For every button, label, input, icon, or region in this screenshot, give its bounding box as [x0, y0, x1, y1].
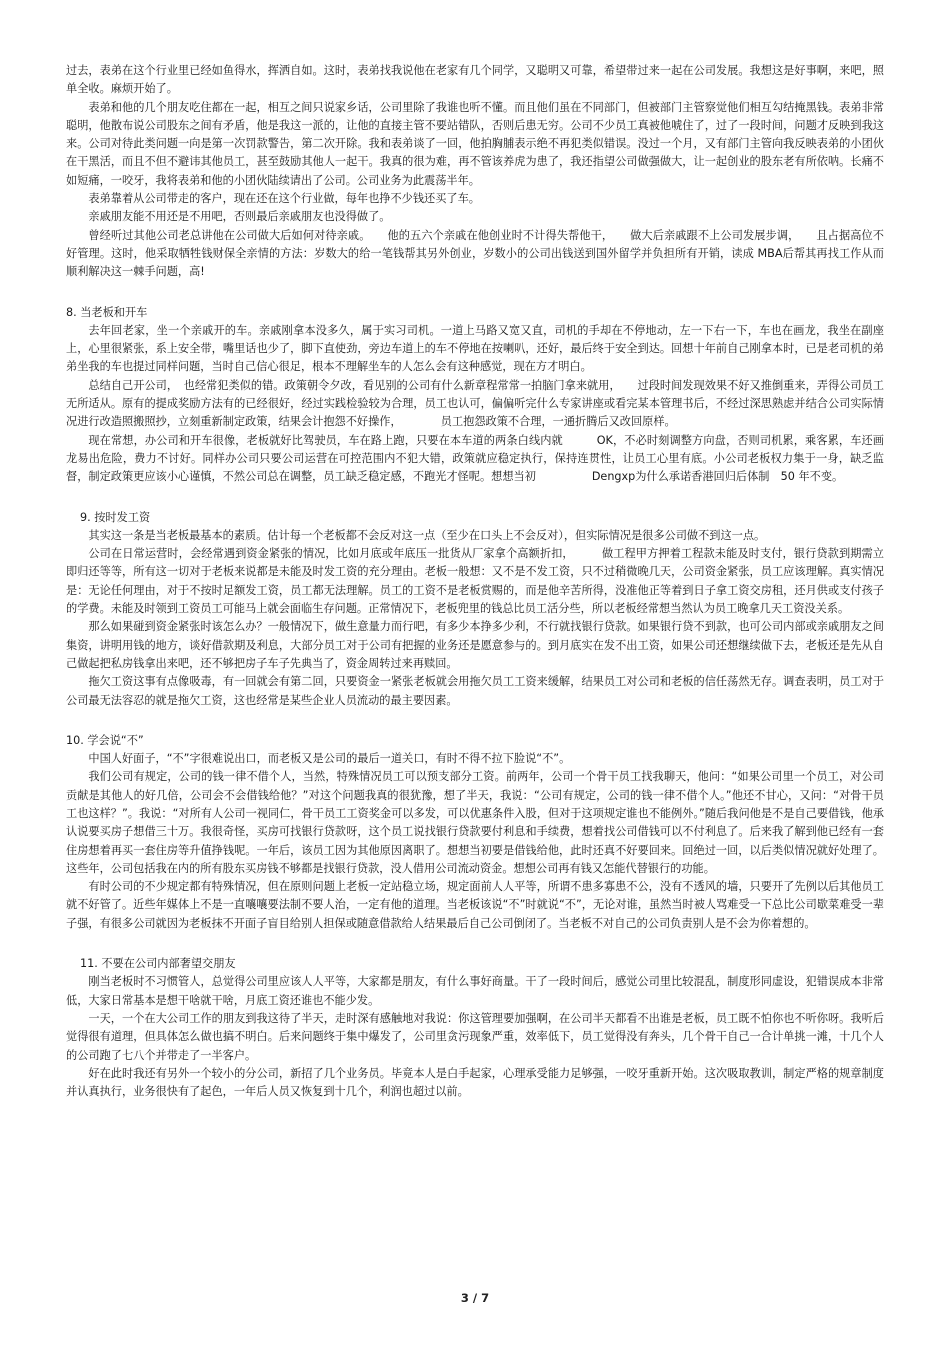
page-number: 3 / 7 — [460, 1291, 490, 1305]
section-gap — [66, 282, 884, 304]
paragraph: 我们公司有规定，公司的钱一律不借个人，当然，特殊情况员工可以预支部分工资。前两年，公司一个骨干员工找我聊天，他问：“如果公司里一个员工，对公司贡献是其他人的好几倍，公司会不会借钱给他？”对这个问题我真的很犹豫，想了半天，我说：“公司有规定，公司的钱一律不借个人。”他还不甘心，又问：“对骨干员工也这样？”。我说：“对所有人公司一视同仁，骨干员工工资奖金可以多发，可以优惠条件入股，但对于这项规定谁也不能例外。”随后我问他是不是自己要借钱，他承认说要买房子想借三十万。我很奇怪，买房可找银行贷款呀，这个员工说找银行贷款要付利息和手续费，想着找公司借钱可以不付利息了。后来我了解到他已经有一套住房想着再买一套住房等升值挣钱呢。一年后，该员工因为其他原因离职了。想想当初要是借钱给他，此时还真不好要回来。回绝过一回，以后类似情况就好处理了。这些年，公司包括我在内的所有股东买房钱不够都是找银行贷款，没人借用公司流动资金。想想公司再有钱又怎能代替银行的功能。 — [66, 770, 884, 875]
paragraph: 总结自己开公司， 也经常犯类似的错。政策朝令夕改，看见别的公司有什么新章程常常一拍脑门拿来就用， 过段时间发现效果不好又推倒重来，弄得公司员工无所适从。原有的提成奖励方法有的已经很好，经过实践检验较为合理，员工也认可，偏偏听完什么专家讲座或看完某本管理书后，不经过深思熟虑并结合公司实际情况进行改造照搬照抄，立刻重新制定政策，结果会计抱怨不好操作， 员工抱怨政策不合理，一通折腾后又改回原样。 — [66, 378, 884, 429]
paragraph: 现在常想，办公司和开车很像，老板就好比驾驶员，车在路上跑，只要在本车道的两条白线内就 OK，不必时刻调整方向盘，否则司机累，乘客累，车还画龙易出危险，费力不讨好。同样办公司只要公司运营在可控范围内不犯大错，政策就应稳定执行，保持连贯性，让员工心里有底。小公司老板权力集于一身，缺乏监督，制定政策更应该小心谨慎，不然公司总在调整，员工缺乏稳定感，不跑光才怪呢。想想当初 Dengxp为什么承诺香港回归后体制 50 年不变。 — [66, 433, 884, 484]
document-page — [66, 62, 884, 1101]
paragraph: 曾经听过其他公司老总讲他在公司做大后如何对待亲戚。 他的五六个亲戚在他创业时不计得失帮他干， 做大后亲戚跟不上公司发展步调， 且占据高位不好管理。这时，他采取牺牲钱财保全亲情的方法：岁数大的给一笔钱帮其另外创业，岁数小的公司出钱送到国外留学并负担所有开销，读成 MBA后帮其再找工作从而顺利解决这一棘手问题，高! — [66, 228, 884, 279]
paragraph: 其实这一条是当老板最基本的素质。估计每一个老板都不会反对这一点（至少在口头上不会反对），但实际情况是很多公司做不到这一点。 — [88, 528, 766, 542]
paragraph: 好在此时我还有另外一个较小的分公司，新招了几个业务员。毕竟本人是白手起家，心理承受能力足够强，一咬牙重新开始。这次吸取教训，制定严格的规章制度并认真执行，业务很快有了起色，一年后人员又恢复到十几个，利润也超过以前。 — [66, 1066, 884, 1099]
section-gap — [66, 487, 884, 509]
paragraph: 刚当老板时不习惯管人，总觉得公司里应该人人平等，大家都是朋友，有什么事好商量。干了一段时间后，感觉公司里比较混乱，制度形同虚设，犯错误成本非常低，大家日常基本是想干啥就干啥，月底工资还谁也不能少发。 — [66, 975, 884, 1007]
paragraph: 亲戚朋友能不用还是不用吧，否则最后亲戚朋友也没得做了。 — [88, 210, 391, 224]
paragraph: 那么如果碰到资金紧张时该怎么办？一般情况下，做生意量力而行吧，有多少本挣多少利，不行就找银行贷款。如果银行贷不到款，也可公司内部或亲戚朋友之间集资，讲明用钱的地方，谈好借款期及利息，大部分员工对于公司有把握的业务还是愿意参与的。到月底实在发不出工资，如果公司还想继续做下去，老板还是先从自己做起把私房钱拿出来吧，还不够把房子车子先典当了，资金周转过来再赎回。 — [66, 620, 884, 670]
paragraph: 公司在日常运营时，会经常遇到资金紧张的情况，比如月底或年底压一批货从厂家拿个高额折扣， 做工程甲方押着工程款未能及时支付，银行贷款到期需立即归还等等，所有这一切对于老板来说都是未能及时发工资的充分理由。老板一般想：又不是不发工资，只不过稍微晚几天，公司资金紧张，员工应该理解。真实情况是：无论任何理由，对于不按时足额发工资，员工都无法理解。员工的工资不是老板赏赐的，而是他辛苦所得，没准他正等着到日子拿工资交房租，还月供或支付孩子的学费。未能及时领到工资员工可能马上就会面临生存问题。正常情况下，老板兜里的钱总比员工活分些，所以老板经常想当然认为员工晚拿几天工资没关系。 — [66, 547, 884, 616]
section-heading-8: 8. 当老板和开车 — [66, 305, 148, 319]
section-heading-10: 10. 学会说“不” — [66, 733, 144, 747]
section-gap — [66, 710, 884, 732]
section-gap — [66, 933, 884, 955]
paragraph: 表弟靠着从公司带走的客户，现在还在这个行业做，每年也挣不少钱还买了车。 — [88, 192, 480, 206]
paragraph: 去年回老家，坐一个亲戚开的车。亲戚刚拿本没多久，属于实习司机。一道上马路又宽又直，司机的手却在不停地动，左一下右一下，车也在画龙，我坐在副座上，心里很紧张，系上安全带，嘴里话也少了，脚下直使劲，旁边车道上的车不停地在按喇叭，还好，最后终于安全到达。回想十年前自己刚拿本时，已是老司机的弟弟坐我的车也提过同样问题，当时自己信心很足，根本不理解坐车的人怎么会有这种感觉，现在方才明白。 — [66, 323, 884, 374]
paragraph: 过去，表弟在这个行业里已经如鱼得水，挥洒自如。这时，表弟找我说他在老家有几个同学，又聪明又可靠，希望带过来一起在公司发展。我想这是好事啊，来吧，照单全收。麻烦开始了。 — [66, 64, 884, 96]
paragraph: 有时公司的不少规定都有特殊情况，但在原则问题上老板一定站稳立场，规定面前人人平等，所谓不患多寡患不公，没有不透风的墙，只要开了先例以后其他员工就不好管了。近些年媒体上不是一直嚷嚷要法制不要人治，一定有他的道理。当老板该说“不”时就说“不”，无论对谁，虽然当时被人骂难受一下总比公司歇菜难受一辈子强，有很多公司就因为老板抹不开面子盲目给别人担保或随意借款给人结果最后自己公司倒闭了。当老板不对自己的公司负责别人是不会为你着想的。 — [66, 880, 884, 930]
section-heading-11: 11. 不要在公司内部奢望交朋友 — [80, 957, 236, 971]
paragraph: 表弟和他的几个朋友吃住都在一起，相互之间只说家乡话，公司里除了我谁也听不懂。而且他们虽在不同部门，但被部门主管察觉他们相互勾结掩黑钱。表弟非常聪明，他散布说公司股东之间有矛盾，他是我这一派的，让他的直接主管不要站错队，否则后患无穷。公司不少员工真被他唬住了，过了一段时间，问题才反映到我这来。公司对待此类问题一向是第一次罚款警告，第二次开除。我和表弟谈了一回，他拍胸脯表示绝不再犯类似错误。没过一个月，又有部门主管向我反映表弟的小团伙在干黑活，而且不但不避讳其他员工，甚至鼓励其他人一起干。我真的很为难，再不管该养虎为患了，我还指望公司做强做大，让一起创业的股东老有所依呐。长痛不如短痛，一咬牙，我将表弟和他的小团伙陆续请出了公司。公司业务为此震荡半年。 — [66, 100, 884, 187]
paragraph: 一天，一个在大公司工作的朋友到我这待了半天，走时深有感触地对我说：你这管理要加强啊，在公司半天都看不出谁是老板，员工既不怕你也不听你呀。我听后觉得很有道理，但具体怎么做也搞不明白。后来问题终于集中爆发了，公司里贪污现象严重，效率低下，员工觉得没有奔头，几个骨干自己一合计单挑一滩，十几个人的公司跑了七八个并带走了一半客户。 — [66, 1011, 884, 1062]
paragraph: 中国人好面子，“不”字很难说出口，而老板又是公司的最后一道关口，有时不得不拉下脸说“不”。 — [88, 752, 571, 766]
section-heading-9: 9. 按时发工资 — [80, 510, 151, 524]
paragraph: 拖欠工资这事有点像吸毒，有一回就会有第二回，只要资金一紧张老板就会用拖欠员工工资来缓解，结果员工对公司和老板的信任荡然无存。调查表明，员工对于公司最无法容忍的就是拖欠工资，这也经常是某些企业人员流动的最主要因素。 — [66, 675, 884, 707]
